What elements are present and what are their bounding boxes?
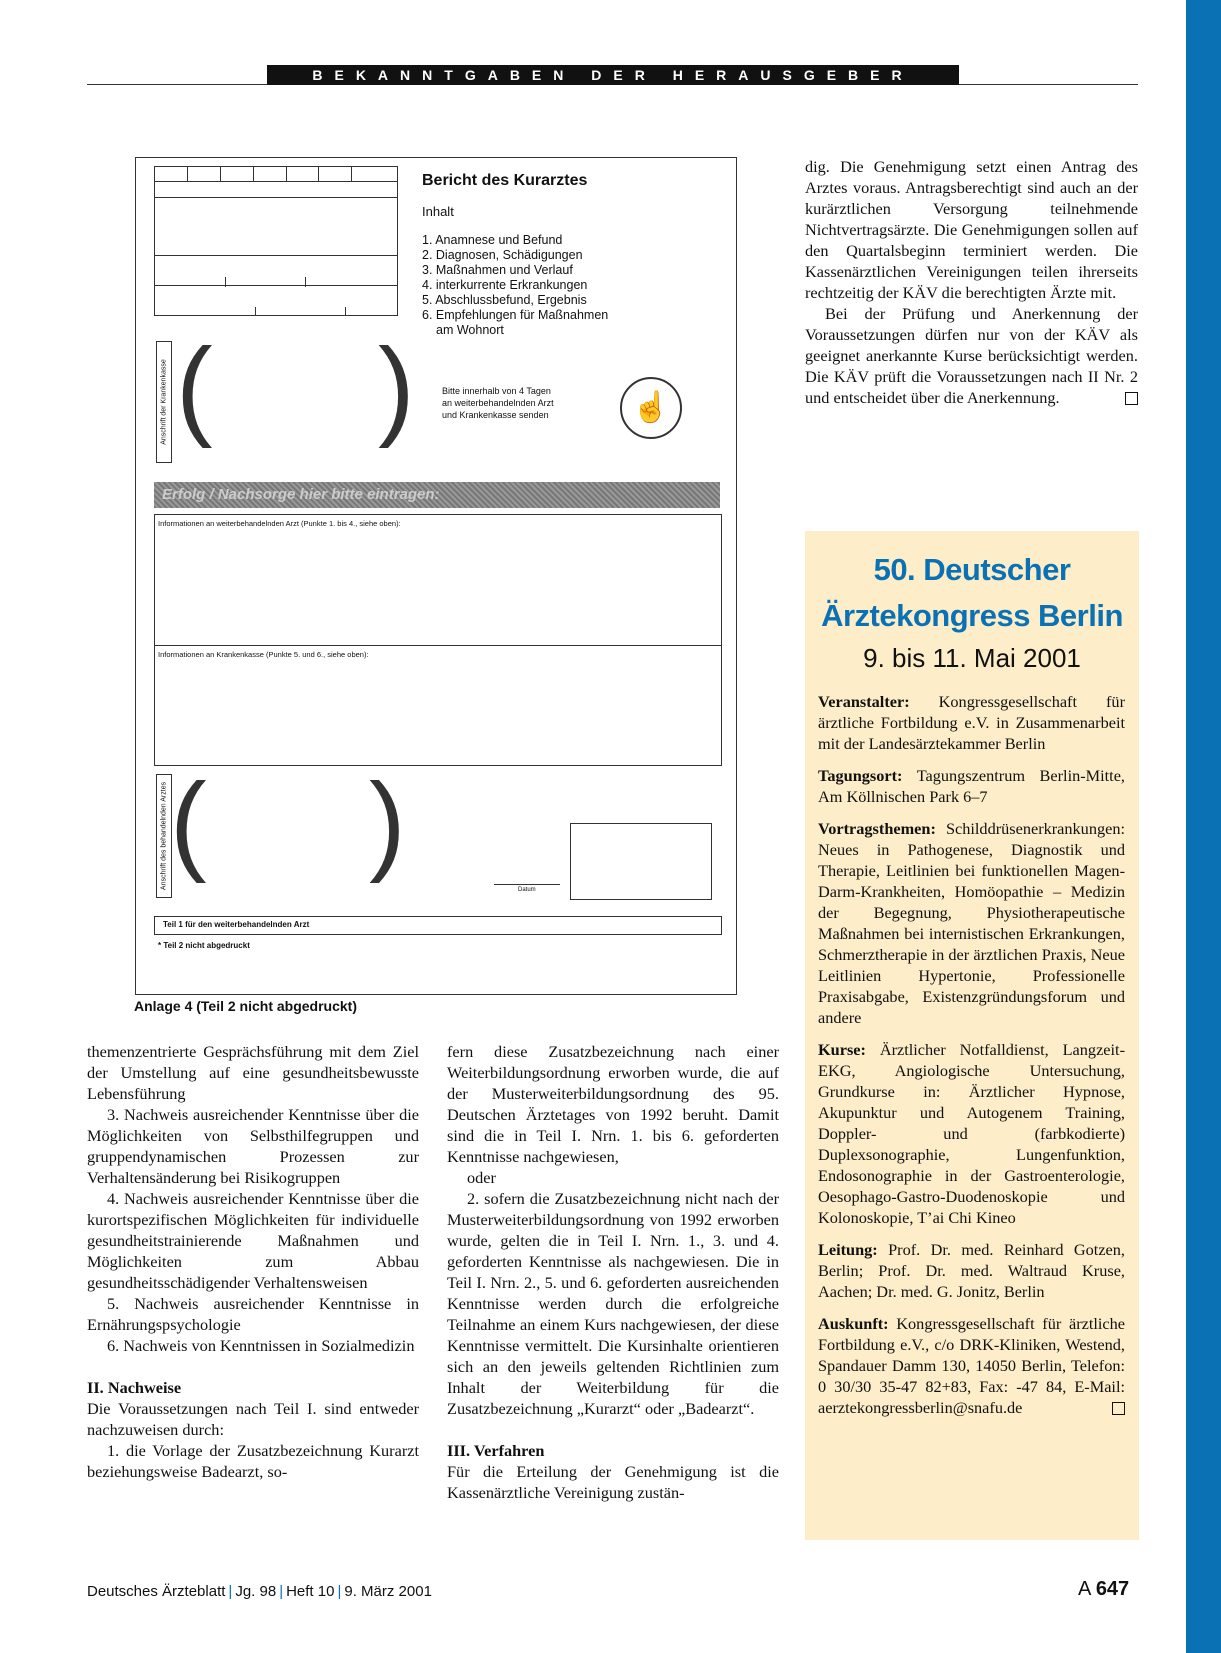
paragraph: oder <box>467 1168 496 1187</box>
leitung-entry: Leitung: Prof. Dr. med. Reinhard Gotzen, Berlin; Prof. Dr. med. Waltraud Kruse, Aachen; Dr. med. G. Jonitz, Berlin <box>818 1240 1125 1301</box>
paragraph: Für die Erteilung der Genehmigung ist die Kassenärztliche Vereinigung zustän- <box>447 1462 779 1502</box>
congress-title: 50. Deutscher Ärztekongress Berlin <box>821 552 1123 633</box>
teil1-label: Teil 1 für den weiterbehandelnden Arzt <box>163 920 310 929</box>
paragraph: 4. Nachweis ausreichender Kenntnisse über die kurortspezifischen Möglichkeiten für individuelle gesundheitstrainierende Maßnahmen und Möglichkeiten zum Abbau gesundheitsschädigender Verhaltensweisen <box>87 1189 419 1292</box>
info-arzt-label: Informationen an weiterbehandelnden Arzt (Punkte 1. bis 4., siehe oben): <box>158 519 401 528</box>
stamp-box <box>570 823 712 900</box>
congress-details <box>818 691 1125 1429</box>
paragraph: themenzentrierte Gesprächsführung mit dem Ziel der Umstellung auf eine gesundheitsbewusste Lebensführung <box>87 1042 419 1103</box>
datum-label: Datum <box>518 887 536 893</box>
bracket-right-2: ) <box>369 761 406 884</box>
section-heading: II. Nachweise <box>87 1378 182 1397</box>
teil2-note: * Teil 2 nicht abgedruckt <box>158 941 250 950</box>
form-inhalt-list <box>422 233 608 338</box>
address-label: Anschrift der Krankenkasse <box>160 359 168 445</box>
end-mark-icon <box>1112 1402 1125 1415</box>
hatch-bar: Erfolg / Nachsorge hier bitte eintragen: <box>154 482 720 508</box>
list-item: 3. Maßnahmen und Verlauf <box>422 263 573 277</box>
paragraph: 6. Nachweis von Kenntnissen in Sozialmedizin <box>107 1336 415 1355</box>
section-heading: III. Verfahren <box>447 1441 545 1460</box>
bracket-right: ) <box>378 326 415 449</box>
paragraph: 3. Nachweis ausreichender Kenntnisse über die Möglichkeiten von Selbsthilfegruppen und gruppendynamischen Prozessen zur Verhaltensänderung bei Risikogruppen <box>87 1105 419 1187</box>
journal-name: Deutsches Ärzteblatt <box>87 1583 226 1600</box>
info-box <box>154 514 722 766</box>
form-title: Bericht des Kurarztes <box>422 172 588 189</box>
auskunft-entry: Auskunft: Kongressgesellschaft für ärztliche Fortbildung e.V., c/o DRK-Kliniken, Westend, Spandauer Damm 130, 14050 Berlin, Telefon: 0 30/30 35-47 82+83, Fax: -47 84, E-Mail: aerztekongressberlin@snafu.de <box>818 1314 1126 1417</box>
doctor-address-label: Anschrift des behandelnden Arztes <box>160 781 168 891</box>
issue-date: 9. März 2001 <box>344 1583 432 1600</box>
figure-caption: Anlage 4 (Teil 2 nicht abgedruckt) <box>134 998 358 1014</box>
address-label-box <box>156 341 172 463</box>
teil1-box <box>154 916 722 935</box>
list-item: 6. Empfehlungen für Maßnahmen <box>422 308 609 322</box>
datum-line <box>494 884 560 885</box>
list-item: 5. Abschlussbefund, Ergebnis <box>422 293 587 307</box>
end-mark-icon <box>1125 392 1138 405</box>
blue-side-bar <box>1186 0 1221 1653</box>
congress-info-box <box>805 531 1139 1540</box>
list-item: 2. Diagnosen, Schädigungen <box>422 248 583 262</box>
bracket-left: ( <box>176 326 213 449</box>
text-column-3 <box>805 156 1138 408</box>
info-kasse-label: Informationen an Krankenkasse (Punkte 5. und 6., siehe oben): <box>158 650 369 659</box>
congress-date: 9. bis 11. Mai 2001 <box>863 643 1081 673</box>
paragraph: dig. Die Genehmigung setzt einen Antrag des Arztes voraus. Antragsberechtigt sind auch an der kurärztlichen Versorgung teilnehmende Nichtvertragsärzte. Die Genehmigungen sollen auf den Quartalsbeginn terminiert werden. Die Kassenärztlichen Vereinigungen teilen ihrerseits rechtzeitig der KÄV die berechtigten Ärzte mit. <box>805 157 1138 302</box>
footer-citation: Deutsches Ärzteblatt | Jg. 98 | Heft 10 | 9. März 2001 <box>87 1583 432 1600</box>
issue: Heft 10 <box>286 1583 335 1600</box>
volume: Jg. 98 <box>235 1583 277 1600</box>
list-item: 4. interkurrente Erkrankungen <box>422 278 588 292</box>
form-figure <box>135 157 737 995</box>
list-item: 1. Anamnese und Befund <box>422 233 563 247</box>
paragraph: 1. die Vorlage der Zusatzbezeichnung Kurarzt beziehungsweise Badearzt, so- <box>87 1441 419 1481</box>
paragraph: Bei der Prüfung und Anerkennung der Voraussetzungen dürfen nur von der KÄV als geeignet anerkannte Kurse berücksichtigt werden. Die KÄV prüft die Voraussetzungen nach II Nr. 2 und entscheidet über die Anerkennung. <box>805 304 1138 407</box>
paragraph: Die Voraussetzungen nach Teil I. sind entweder nachzuweisen durch: <box>87 1399 419 1439</box>
text-column-1 <box>87 1041 419 1482</box>
page-number: A 647 <box>1078 1578 1130 1600</box>
list-item: am Wohnort <box>436 323 504 337</box>
form-inhalt-label: Inhalt <box>422 204 454 219</box>
veranstalter-entry: Veranstalter: Kongressgesellschaft für ärztliche Fortbildung e.V. in Zusammenarbeit mit der Landesärztekammer Berlin <box>818 692 1125 753</box>
hand-icon: ☝ <box>620 377 682 439</box>
tagungsort-entry: Tagungsort: Tagungszentrum Berlin-Mitte, Am Köllnischen Park 6–7 <box>818 766 1126 806</box>
bracket-left-2: ( <box>170 761 207 884</box>
themen-entry: Vortragsthemen: Schilddrüsenerkrankungen: Neues in Pathogenese, Diagnostik und Therapie, Leitlinien bei funktionellen Magen-Darm-Krankheiten, Homöopathie – Medizin der Begegnung, Physiotherapeutische Maßnahmen bei internistischen Erkrankungen, Schmerztherapie in der ärztlichen Praxis, Neue Leitlinien Hypertonie, Professionelle Praxisabgabe, Existenzgründungsforum und andere <box>818 819 1125 1027</box>
paragraph: fern diese Zusatzbezeichnung nach einer Weiterbildungsordnung erworben wurde, die auf der Musterweiterbildungsordnung des 95. Deutschen Ärztetages von 1992 beruht. Damit sind die in Teil I. Nrn. 1. bis 6. geforderten Kenntnisse nachgewiesen, <box>447 1042 779 1166</box>
section-header: BEKANNTGABEN DER HERAUSGEBER <box>267 65 959 85</box>
paragraph: 5. Nachweis ausreichender Kenntnisse in Ernährungspsychologie <box>87 1294 419 1334</box>
form-header-grid <box>154 166 398 316</box>
send-note: Bitte innerhalb von 4 Tagen an weiterbehandelnden Arzt und Krankenkasse senden <box>442 386 554 420</box>
paragraph: 2. sofern die Zusatzbezeichnung nicht nach der Musterweiterbildungsordnung von 1992 erworben wurde, gelten die in Teil I. Nrn. 1., 3. und 4. geforderten Kenntnisse als nachgewiesen. Die in Teil I. Nrn. 2., 5. und 6. geforderten ausreichenden Kenntnisse werden durch die erfolgreiche Teilnahme an einem Kurs nachgewiesen, der diese Kenntnisse vermittelt. Die Kursinhalte orientieren sich an den jeweils geltenden Richtlinien zum Inhalt der Weiterbildung für die Zusatzbezeichnung „Kurarzt“ oder „Badearzt“. <box>447 1189 779 1418</box>
kurse-entry: Kurse: Ärztlicher Notfalldienst, Langzeit-EKG, Angiologische Untersuchung, Grundkurse in: Ärztlicher Hypnose, Akupunktur und Autogenem Training, Doppler- und (farbkodierte) Duplexsonographie, Lungenfunktion, Endosonographie in der Gastroenterologie, Oesophago-Gastro-Duodenoskopie und Kolonoskopie, T’ai Chi Kineo <box>818 1040 1125 1227</box>
text-column-2 <box>447 1041 779 1503</box>
